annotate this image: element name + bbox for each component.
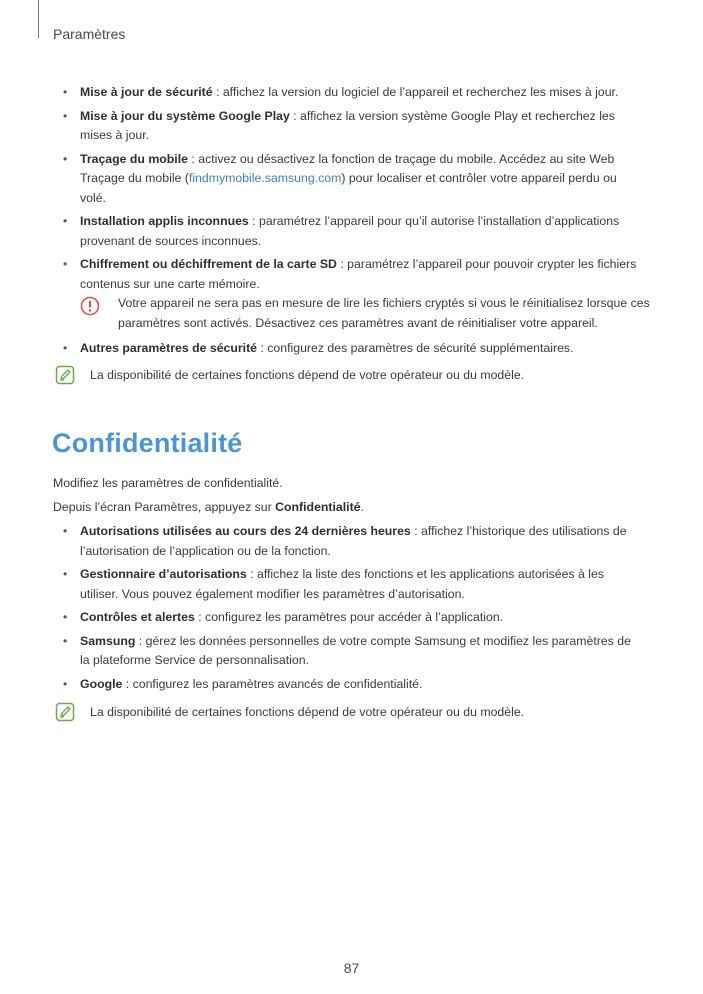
item-term: Gestionnaire d’autorisations [80,567,247,581]
bullet: • [63,633,68,648]
security-list-extra [53,339,643,363]
item-desc: : affichez la liste des fonctions et les applications autorisées à les utiliser. Vous pouvez également modifier les paramètres d’autorisation. [80,567,604,601]
item-term: Installation applis inconnues [80,214,249,228]
item-desc: : affichez la version du logiciel de l’appareil et recherchez les mises à jour. [212,85,619,99]
note-pencil-icon [55,365,75,385]
item-term: Mise à jour de sécurité [80,85,213,99]
note-text: La disponibilité de certaines fonctions dépend de votre opérateur ou du modèle. [90,705,525,719]
warning-text: Votre appareil ne sera pas en mesure de lire les fichiers cryptés si vous le réinitialisez lorsque ces paramètres sont activés. Désactivez ces paramètres avant de réinitialiser votre appareil. [118,296,650,330]
bullet: • [63,108,68,123]
item-term: Autorisations utilisées au cours des 24 dernières heures [80,524,411,538]
item-term: Mise à jour du système Google Play [80,108,290,123]
bullet: • [63,567,68,581]
find-my-mobile-link[interactable]: findmymobile.samsung.com [188,171,342,185]
bullet: • [63,676,68,691]
note-pencil-icon [55,702,75,722]
item-term: Chiffrement ou déchiffrement de la carte SD [80,257,337,271]
section-title: Confidentialité [52,428,243,458]
path-end: . [360,500,364,514]
bullet: • [63,85,68,99]
item-desc: ) pour localiser et contrôler votre appareil perdu ou volé. [80,171,617,205]
list-item [53,107,643,146]
page-number: 87 [343,960,360,976]
list-item [53,150,643,209]
note-callout [53,366,653,386]
bullet: • [63,151,68,166]
path-text: Depuis l’écran Paramètres, appuyez sur [53,500,276,514]
item-desc: : paramétrez l’appareil pour pouvoir crypter les fichiers contenus sur une carte mémoire. [80,257,637,291]
note-callout [53,703,653,723]
item-term: Google [80,676,123,691]
list-item [53,675,643,695]
list-item [53,632,643,671]
list-item [53,608,643,628]
bullet: • [63,257,68,271]
warning-icon [80,296,100,316]
path-target: Confidentialité [275,500,361,514]
item-desc: : paramétrez l’appareil pour qu’il autorise l’installation d’applications provenant de sources inconnues. [80,214,620,248]
bullet: • [63,524,68,538]
note-text: La disponibilité de certaines fonctions dépend de votre opérateur ou du modèle. [90,368,525,382]
item-desc: : activez ou désactivez la fonction de traçage du mobile. Accédez au site Web Traçage du mobile ( [80,151,615,185]
list-item [53,83,643,103]
warning-callout [80,294,650,333]
item-desc: : affichez l’historique des utilisations de l’autorisation de l’application ou de la fonction. [80,524,627,558]
item-term: Samsung [80,633,136,648]
navigation-path [53,498,364,518]
item-desc: : configurez des paramètres de sécurité supplémentaires. [257,341,574,355]
list-item [53,522,643,561]
privacy-list [53,522,643,698]
list-item [53,255,643,294]
item-desc: : configurez les paramètres avancés de confidentialité. [122,676,423,691]
header-title: Paramètres [53,26,126,42]
list-item [53,339,643,359]
item-term: Traçage du mobile [80,151,188,166]
bullet: • [63,214,68,228]
list-item [53,565,643,604]
security-list [53,83,643,298]
bullet: • [63,341,68,355]
bullet: • [63,610,68,624]
item-term: Autres paramètres de sécurité [80,341,258,355]
item-desc: : affichez la version système Google Play et recherchez les mises à jour. [80,108,615,142]
item-desc: : gérez les données personnelles de votre compte Samsung et modifiez les paramètres de la plateforme Service de personnalisation. [80,633,631,667]
list-item [53,212,643,251]
item-desc: : configurez les paramètres pour accéder à l’application. [194,610,504,624]
item-term: Contrôles et alertes [80,610,195,624]
header-rule [38,0,39,38]
section-intro: Modifiez les paramètres de confidentialité. [53,476,283,490]
